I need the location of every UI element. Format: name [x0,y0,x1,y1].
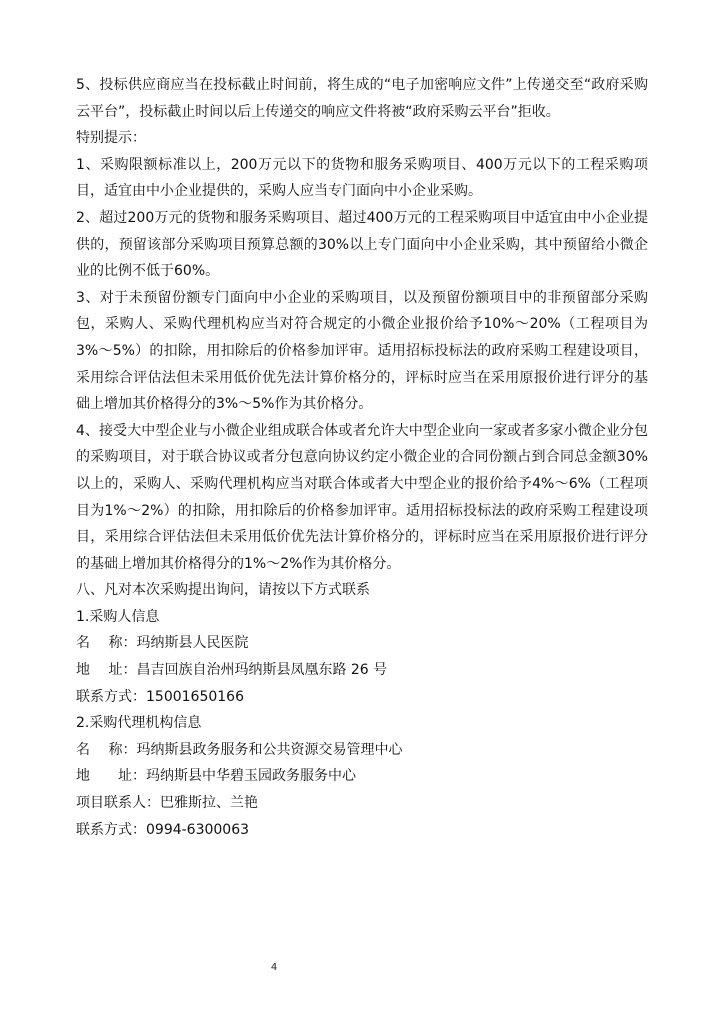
contact-section-heading: 八、凡对本次采购提出询问，请按以下方式联系 [76,582,370,599]
agency-person-label: 项目联系人： [76,795,160,812]
notice-item-1: 1、采购限额标准以上，200万元以下的货物和服务采购项目、400万元以下的工程采购项目，适宜由中小企业提供的，采购人应当专门面向中小企业采购。 [76,156,648,200]
purchaser-address-row [76,657,648,684]
purchaser-info-heading: 1.采购人信息 [76,608,160,625]
special-notice-heading: 特别提示： [76,130,146,147]
agency-name-value: 玛纳斯县政务服务和公共资源交易管理中心 [136,741,403,758]
notice-item-4: 4、接受大中型企业与小微企业组成联合体或者允许大中型企业向一家或者多家小微企业分包的采购项目，对于联合协议或者分包意向协议约定小微企业的合同份额占到合同总金额30%以上的，采购人、采购代理机构应当对联合体或者大中型企业的报价给予4%～6%（工程项目为1%～2%）的扣除，用扣除后的价格参加评审。适用招标投标法的政府采购工程建设项目，采用综合评估法但未采用低价优先法计算价格分的，评标时应当在采用原报价进行评分的基础上增加其价格得分的1%～2%作为其价格分。 [76,422,648,572]
purchaser-contact-label: 联系方式： [76,688,146,705]
agency-name-label: 名 称： [76,741,137,758]
agency-contact-value: 0994-6300063 [146,821,250,838]
purchaser-name-row [76,630,648,657]
purchaser-address-value: 昌吉回族自治州玛纳斯县凤凰东路 26 号 [136,662,388,679]
agency-person-row [76,790,648,817]
agency-contact-label: 联系方式： [76,821,146,838]
purchaser-contact-row [76,684,648,711]
purchaser-name-label: 名 称： [76,635,137,652]
agency-contact-row [76,817,648,844]
purchaser-contact-value: 15001650166 [146,688,244,705]
document-body [76,72,648,843]
paragraph-item-5: 5、投标供应商应当在投标截止时间前，将生成的“电子加密响应文件”上传递交至“政府采购云平台”，投标截止时间以后上传递交的响应文件将被“政府采购云平台”拒收。 [76,77,648,120]
agency-address-value: 玛纳斯县中华碧玉园政务服务中心 [146,768,356,785]
page-number: 4 [270,962,278,973]
agency-address-label: 地 址： [76,768,146,785]
agency-name-row [76,737,648,764]
notice-item-2: 2、超过200万元的货物和服务采购项目、超过400万元的工程采购项目中适宜由中小企业提供的，预留该部分采购项目预算总额的30%以上专门面向中小企业采购，其中预留给小微企业的比例不低于60%。 [76,209,648,280]
agency-info-heading: 2.采购代理机构信息 [76,715,202,732]
purchaser-name-value: 玛纳斯县人民医院 [136,635,249,652]
notice-item-3: 3、对于未预留份额专门面向中小企业的采购项目，以及预留份额项目中的非预留部分采购包，采购人、采购代理机构应当对符合规定的小微企业报价给予10%～20%（工程项目为3%～5%）的扣除，用扣除后的价格参加评审。适用招标投标法的政府采购工程建设项目，采用综合评估法但未采用低价优先法计算价格分的，评标时应当在采用原报价进行评分的基础上增加其价格得分的3%～5%作为其价格分。 [76,289,648,413]
purchaser-address-label: 地 址： [76,662,137,679]
agency-person-value: 巴雅斯拉、兰艳 [160,795,258,812]
agency-address-row [76,763,648,790]
